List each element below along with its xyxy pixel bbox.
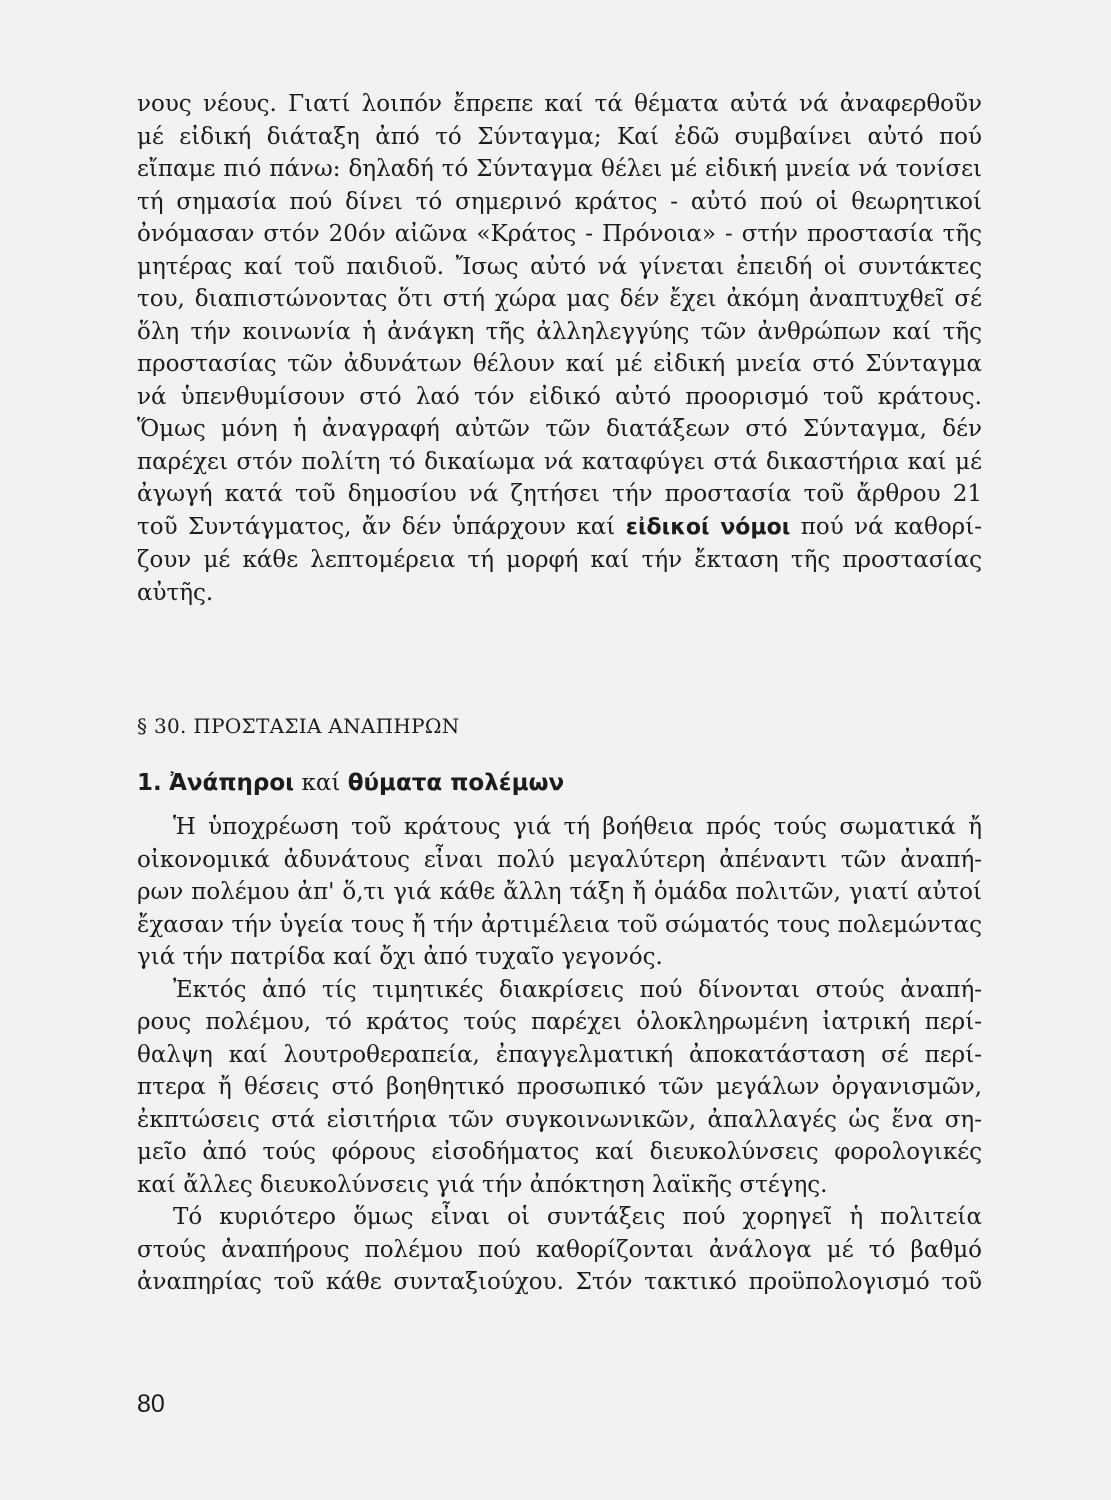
subheading-bold-phrase: θύματα πολέμων xyxy=(347,770,565,796)
subheading-number: 1. xyxy=(137,770,162,796)
text-line: ζουν μέ κάθε λεπτομέρεια τή μορφή καί τήν ἔκταση τῆς προστασίας xyxy=(137,547,982,573)
page-number: 80 xyxy=(137,1390,165,1418)
text-line: ὀνόμασαν στόν 20όν αἰῶνα «Κράτος - Πρόνοια» - στήν προστασία τῆς xyxy=(137,221,982,247)
text-line: ρους πολέμου, τό κράτος τούς παρέχει ὁλοκληρωμένη ἰατρική περί- xyxy=(137,1009,982,1035)
text-line: του, διαπιστώνοντας ὅτι στή χώρα μας δέν ἔχει ἀκόμη ἀναπτυχθεῖ σέ xyxy=(137,286,982,312)
subheading-war-disabled xyxy=(137,770,564,796)
text-line: ἔχασαν τήν ὑγεία τους ἤ τήν ἀρτιμέλεια τοῦ σώματός τους πολεμώντας xyxy=(137,911,982,938)
text-line: πτερα ἤ θέσεις στό βοηθητικό προσωπικό τῶν μεγάλων ὀργανισμῶν, xyxy=(137,1074,982,1100)
text-line: μέ εἰδική διάταξη ἀπό τό Σύνταγμα; Καί ἐδῶ συμβαίνει αὐτό πού xyxy=(137,123,982,150)
section-heading: § 30. ΠΡΟΣΤΑΣΙΑ ΑΝΑΠΗΡΩΝ xyxy=(137,714,460,738)
text-line: στούς ἀναπήρους πολέμου πού καθορίζονται ἀνάλογα μέ τό βαθμό xyxy=(137,1236,982,1263)
text-line: Ὅμως μόνη ἡ ἀναγραφή αὐτῶν τῶν διατάξεων στό Σύνταγμα, δέν xyxy=(137,416,982,442)
text-line: ὅλη τήν κοινωνία ἡ ἀνάγκη τῆς ἀλληλεγγύης τῶν ἀνθρώπων καί τῆς xyxy=(137,318,982,345)
text-line: καί ἄλλες διευκολύνσεις γιά τήν ἀπόκτηση λαϊκῆς στέγης. xyxy=(137,1171,828,1198)
text-line: ἀγωγή κατά τοῦ δημοσίου νά ζητήσει τήν προστασία τοῦ ἄρθρου 21 xyxy=(137,481,982,507)
paragraphs-war-disabled xyxy=(137,811,982,1299)
subheading-normal-word: καί xyxy=(301,770,341,796)
text-line: ἀναπηρίας τοῦ κάθε συνταξιούχου. Στόν τακτικό προϋπολογισμό τοῦ xyxy=(137,1269,982,1295)
text-line: μητέρας καί τοῦ παιδιοῦ. Ἴσως αὐτό νά γίνεται ἐπειδή οἱ συντάκτες xyxy=(137,253,982,280)
text-line: εἴπαμε πιό πάνω: δηλαδή τό Σύνταγμα θέλει μέ εἰδική μνεία νά τονίσει xyxy=(137,156,982,182)
text-line-with-emphasis xyxy=(137,511,982,545)
text-line: θαλψη καί λουτροθεραπεία, ἐπαγγελματική ἀποκατάσταση σέ περί- xyxy=(137,1041,982,1068)
text-line: Ἐκτός ἀπό τίς τιμητικές διακρίσεις πού δίνονται στούς ἀναπή- xyxy=(173,976,982,1003)
text-segment: πού νά καθορί- xyxy=(790,513,982,540)
emphasis-special-laws: εἰδικοί νόμοι xyxy=(625,514,791,540)
paragraph-rights-of-mother-and-child xyxy=(137,88,982,609)
text-segment: τοῦ Συντάγματος, ἄν δέν ὑπάρχουν καί xyxy=(137,513,626,540)
text-line: γιά τήν πατρίδα καί ὄχι ἀπό τυχαῖο γεγονός. xyxy=(137,944,663,970)
text-line: νους νέους. Γιατί λοιπόν ἔπρεπε καί τά θέματα αὐτά νά ἀναφερθοῦν xyxy=(137,91,982,117)
text-line: παρέχει στόν πολίτη τό δικαίωμα νά καταφύγει στά δικαστήρια καί μέ xyxy=(137,448,982,475)
text-line: νά ὑπενθυμίσουν στό λαό τόν εἰδικό αὐτό προορισμό τοῦ κράτους. xyxy=(137,383,982,410)
text-line: ρων πολέμου ἀπ' ὅ,τι γιά κάθε ἄλλη τάξη ἤ ὁμάδα πολιτῶν, γιατί αὐτοί xyxy=(137,879,982,905)
text-line: Τό κυριότερο ὅμως εἶναι οἱ συντάξεις πού χορηγεῖ ἡ πολιτεία xyxy=(173,1204,982,1230)
text-line: τή σημασία πού δίνει τό σημερινό κράτος - αὐτό πού οἱ θεωρητικοί xyxy=(137,188,982,215)
text-line: ἐκπτώσεις στά εἰσιτήρια τῶν συγκοινωνικῶν, ἀπαλλαγές ὡς ἕνα ση- xyxy=(137,1106,982,1133)
subheading-bold-word: Ἀνάπηροι xyxy=(169,770,295,796)
text-line: οἰκονομικά ἀδυνάτους εἶναι πολύ μεγαλύτερη ἀπέναντι τῶν ἀναπή- xyxy=(137,846,982,873)
text-line: αὐτῆς. xyxy=(137,579,214,606)
text-line: Ἡ ὑποχρέωση τοῦ κράτους γιά τή βοήθεια πρός τούς σωματικά ἤ xyxy=(173,814,982,840)
text-line: μεῖο ἀπό τούς φόρους εἰσοδήματος καί διευκολύνσεις φορολογικές xyxy=(137,1139,982,1165)
text-line: προστασίας τῶν ἀδυνάτων θέλουν καί μέ εἰδική μνεία στό Σύνταγμα xyxy=(137,351,982,377)
